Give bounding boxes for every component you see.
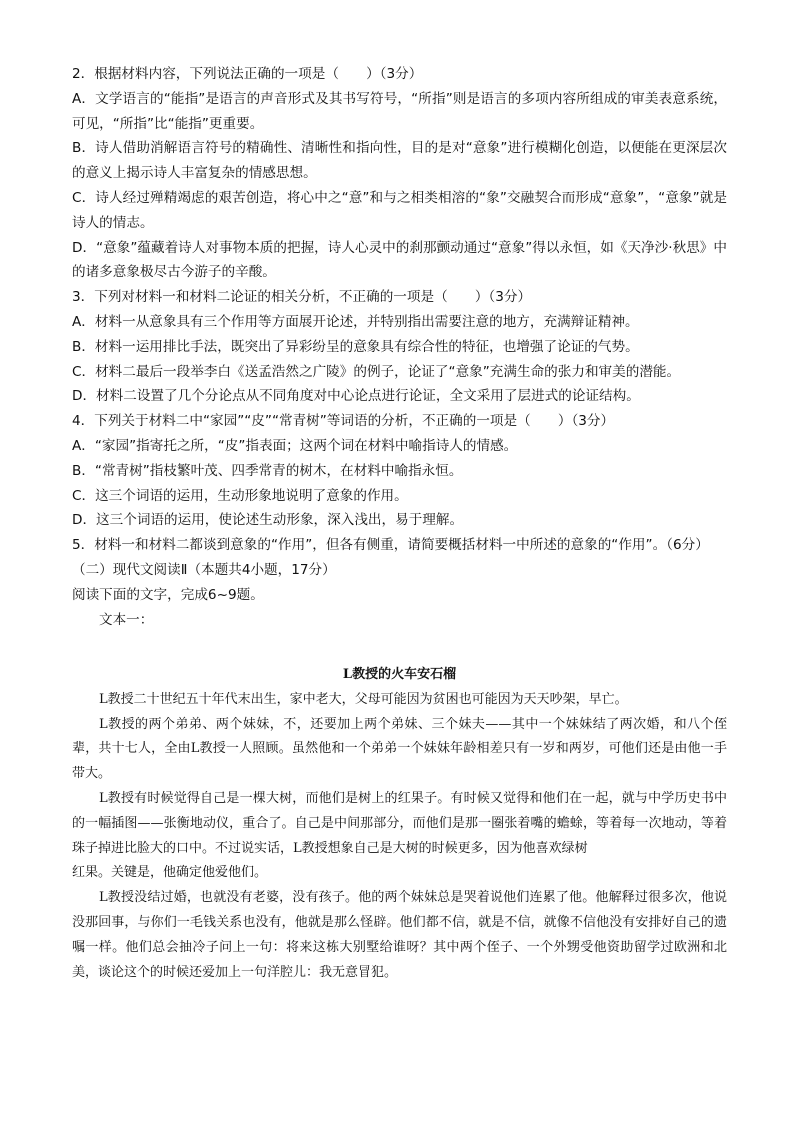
question-2-option-d: D．“意象”蕴藏着诗人对事物本质的把握，诗人心灵中的刹那颤动通过“意象”得以永恒，如《天净沙·秋思》中的诸多意象极尽古今游子的辛酸。 — [72, 239, 727, 281]
text-paragraph-2: L教授的两个弟弟、两个妹妹，不，还要加上两个弟妹、三个妹夫——其中一个妹妹结了两次婚，和八个侄辈，共十七人，全由L教授一人照顾。虽然他和一个弟弟一个妹妹年龄相差只有一岁和两岁，可他们还是由他一手带大。 — [72, 716, 727, 782]
question-2-option-a: A．文学语言的“能指”是语言的声音形式及其书写符号，“所指”则是语言的多项内容所组成的审美表意系统，可见，“所指”比“能指”更重要。 — [72, 90, 727, 132]
question-4-option-a: A．“家园”指寄托之所，“皮”指表面；这两个词在材料中喻指诗人的情感。 — [72, 437, 518, 454]
question-3-option-d: D．材料二设置了几个分论点从不同角度对中心论点进行论证，全文采用了层进式的论证结构。 — [72, 388, 640, 405]
question-section — [72, 62, 727, 632]
reading-text — [72, 663, 727, 985]
question-2-option-b: B．诗人借助消解语言符号的精确性、清晰性和指向性，目的是对“意象”进行模糊化创造，以便能在更深层次的意义上揭示诗人丰富复杂的情感思想。 — [72, 140, 727, 182]
question-4-option-c: C．这三个词语的运用，生动形象地说明了意象的作用。 — [72, 487, 408, 504]
question-3-option-c: C．材料二最后一段举李白《送孟浩然之广陵》的例子，论证了“意象”充满生命的张力和审美的潜能。 — [72, 363, 681, 380]
question-5-stem: 5．材料一和材料二都谈到意象的“作用”，但各有侧重，请简要概括材料一中所述的意象的“作用”。（6分） — [72, 537, 709, 554]
question-4-stem: 4．下列关于材料二中“家园”“皮”“常青树”等词语的分析，不正确的一项是（ ）（3分） — [72, 413, 615, 430]
text-label: 文本一： — [99, 611, 154, 628]
question-3-stem: 3．下列对材料一和材料二论证的相关分析，不正确的一项是（ ）（3分） — [72, 289, 532, 306]
question-3-option-b: B．材料一运用排比手法，既突出了异彩纷呈的意象具有综合性的特征，也增强了论证的气势。 — [72, 338, 639, 355]
question-4-option-b: B．“常青树”指枝繁叶茂、四季常青的树木，在材料中喻指永恒。 — [72, 462, 463, 479]
question-3-option-a: A．材料一从意象具有三个作用等方面展开论述，并特别指出需要注意的地方，充满辩证精神。 — [72, 313, 639, 330]
text-title: L教授的火车安石榴 — [342, 667, 457, 682]
text-paragraph-3: L教授有时候觉得自己是一棵大树，而他们是树上的红果子。有时候又觉得和他们在一起，就与中学历史书中的一幅插图——张衡地动仪，重合了。自己是中间那部分，而他们是那一圈张着嘴的蟾蜍，等着每一次地动，等着珠子掉进比脸大的口中。不过说实话，L教授想象自己是大树的时候更多，因为他喜欢绿树 — [72, 790, 727, 856]
section-heading: （二）现代文阅读Ⅱ（本题共4小题，17分） — [72, 561, 336, 578]
question-2-stem: 2．根据材料内容，下列说法正确的一项是（ ）（3分） — [72, 66, 423, 82]
question-4-option-d: D．这三个词语的运用，使论述生动形象，深入浅出，易于理解。 — [72, 512, 464, 529]
text-paragraph-4: L教授没结过婚，也就没有老婆，没有孩子。他的两个妹妹总是哭着说他们连累了他。他解释过很多次，他说没那回事，与你们一毛钱关系也没有，他就是那么怪辟。他们都不信，就是不信，就像不信他没有安排好自己的遗嘱一样。他们总会抽冷子问上一句：将来这栋大别墅给谁呀？其中两个侄子、一个外甥受他资助留学过欧洲和北美，谈论这个的时候还爱加上一句洋腔儿：我无意冒犯。 — [72, 890, 727, 980]
text-paragraph-1: L教授二十世纪五十年代末出生，家中老大，父母可能因为贫困也可能因为天天吵架，早亡。 — [99, 691, 628, 707]
section-instruction: 阅读下面的文字，完成6~9题。 — [72, 586, 264, 603]
text-paragraph-3-continued: 红果。关键是，他确定他爱他们。 — [72, 865, 268, 881]
question-2-option-c: C．诗人经过殚精竭虑的艰苦创造，将心中之“意”和与之相类相溶的“象”交融契合而形成“意象”，“意象”就是诗人的情志。 — [72, 189, 727, 231]
